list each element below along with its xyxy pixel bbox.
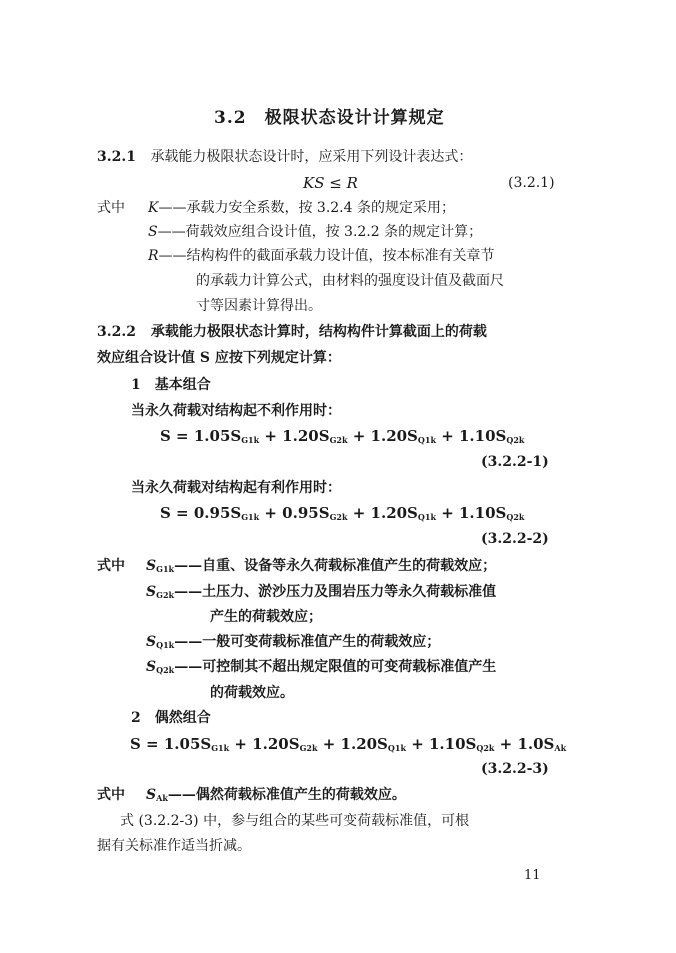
- symbol-r: R: [148, 248, 159, 264]
- item-basic-combination: 1 基本组合: [131, 377, 211, 393]
- symbol-subscript: G1k: [156, 564, 175, 574]
- symbol: S: [146, 787, 157, 803]
- formula-subscript: G1k: [211, 743, 230, 753]
- formula-part: S = 0.95S: [160, 504, 242, 522]
- symbol-k: K: [148, 200, 159, 216]
- formula-part: + 1.20S: [347, 504, 418, 522]
- symbol-subscript: Q1k: [156, 640, 175, 650]
- symbol: S: [146, 558, 157, 574]
- definition-text: ——荷载效应组合设计值，按 3.2.2 条的规定计算；: [157, 224, 483, 240]
- formula-3-2-2-3: [130, 734, 566, 754]
- case-unfavorable: 当永久荷载对结构起不利作用时：: [131, 403, 341, 419]
- symbol-definition-sq1k: [146, 632, 440, 652]
- formula-part: + 1.20S: [259, 427, 330, 445]
- symbol-definition-sg1k: [146, 556, 496, 576]
- definition-text: ——一般可变荷载标准值产生的荷载效应；: [174, 634, 441, 650]
- formula-subscript: Q2k: [506, 512, 525, 522]
- symbol-definition-sak: [146, 785, 406, 805]
- note-paragraph: 式 (3.2.2-3) 中，参与组合的某些可变荷载标准值，可根: [120, 813, 470, 829]
- formula-subscript: G1k: [241, 435, 260, 445]
- item-accidental-combination: 2 偶然组合: [131, 710, 211, 726]
- symbol: S: [146, 634, 157, 650]
- symbol-definition-sg2k: [146, 582, 496, 602]
- case-favorable: 当永久荷载对结构起有利作用时：: [131, 480, 341, 496]
- formula-part: + 1.20S: [317, 735, 388, 753]
- formula-part: + 1.10S: [405, 735, 477, 753]
- symbol: S: [146, 584, 157, 600]
- symbol-definition-sq2k: [146, 657, 496, 677]
- formula-part: + 1.0S: [494, 735, 555, 753]
- clause-text-continuation: 效应组合设计值 S 应按下列规定计算：: [97, 350, 341, 366]
- clause-text: 承载能力极限状态计算时，结构构件计算截面上的荷载: [150, 324, 487, 340]
- equation-number: (3.2.1): [508, 175, 555, 191]
- symbol-subscript: Ak: [156, 793, 168, 803]
- formula-subscript: Q2k: [506, 435, 525, 445]
- equation-number: (3.2.2-1): [481, 454, 549, 470]
- formula-subscript: Q2k: [476, 743, 495, 753]
- definition-text: ——可控制其不超出规定限值的可变荷载标准值产生: [174, 659, 497, 675]
- formula-part: + 0.95S: [259, 504, 330, 522]
- formula-3-2-2-2: [160, 503, 524, 523]
- where-label: 式中: [97, 200, 125, 216]
- symbol-subscript: Q2k: [156, 665, 175, 675]
- clause-number: 3.2.2: [97, 324, 136, 340]
- where-label: 式中: [97, 787, 125, 803]
- definition-text: ——自重、设备等永久荷载标准值产生的荷载效应；: [174, 558, 497, 574]
- section-title: 3.2 极限状态设计计算规定: [214, 108, 445, 128]
- symbol-s: S: [148, 224, 158, 240]
- formula-subscript: Ak: [554, 743, 567, 753]
- definition-continuation: 产生的荷载效应；: [210, 609, 322, 625]
- formula-3-2-1: KS ≤ R: [303, 174, 358, 192]
- formula-subscript: G2k: [329, 512, 348, 522]
- definition-text: ——土压力、淤沙压力及围岩压力等永久荷载标准值: [174, 584, 497, 600]
- formula-part: S = 1.05S: [160, 427, 242, 445]
- symbol-subscript: G2k: [156, 590, 175, 600]
- where-label: 式中: [97, 558, 125, 574]
- definition-continuation: 的荷载效应。: [210, 685, 294, 701]
- clause-3-2-1: [97, 147, 472, 167]
- definition-text: ——结构构件的截面承载力设计值，按本标准有关章节: [158, 248, 495, 264]
- formula-part: + 1.10S: [435, 427, 507, 445]
- formula-part: + 1.20S: [347, 427, 418, 445]
- definition-text: ——偶然荷载标准值产生的荷载效应。: [167, 787, 406, 803]
- formula-3-2-2-1: [160, 426, 524, 446]
- clause-3-2-2: [97, 322, 487, 342]
- formula-subscript: Q1k: [417, 435, 436, 445]
- formula-part: + 1.10S: [435, 504, 507, 522]
- formula-subscript: G2k: [299, 743, 318, 753]
- clause-text: 承载能力极限状态设计时，应采用下列设计表达式：: [150, 149, 473, 165]
- symbol-definition-k: [148, 198, 455, 218]
- note-paragraph-continuation: 据有关标准作适当折减。: [97, 838, 251, 854]
- page-number: 11: [524, 868, 541, 883]
- formula-subscript: Q1k: [387, 743, 406, 753]
- clause-number: 3.2.1: [97, 149, 136, 165]
- symbol-definition-s: [148, 222, 482, 242]
- equation-number: (3.2.2-3): [481, 761, 549, 777]
- formula-subscript: G2k: [329, 435, 348, 445]
- formula-part: S = 1.05S: [130, 735, 212, 753]
- definition-continuation: 的承载力计算公式，由材料的强度设计值及截面尺: [196, 273, 504, 289]
- definition-text: ——承载力安全系数，按 3.2.4 条的规定采用；: [158, 200, 455, 216]
- formula-subscript: G1k: [241, 512, 260, 522]
- equation-number: (3.2.2-2): [481, 531, 549, 547]
- formula-subscript: Q1k: [417, 512, 436, 522]
- symbol-definition-r: [148, 246, 495, 266]
- definition-continuation: 寸等因素计算得出。: [196, 298, 322, 314]
- formula-part: + 1.20S: [229, 735, 300, 753]
- symbol: S: [146, 659, 157, 675]
